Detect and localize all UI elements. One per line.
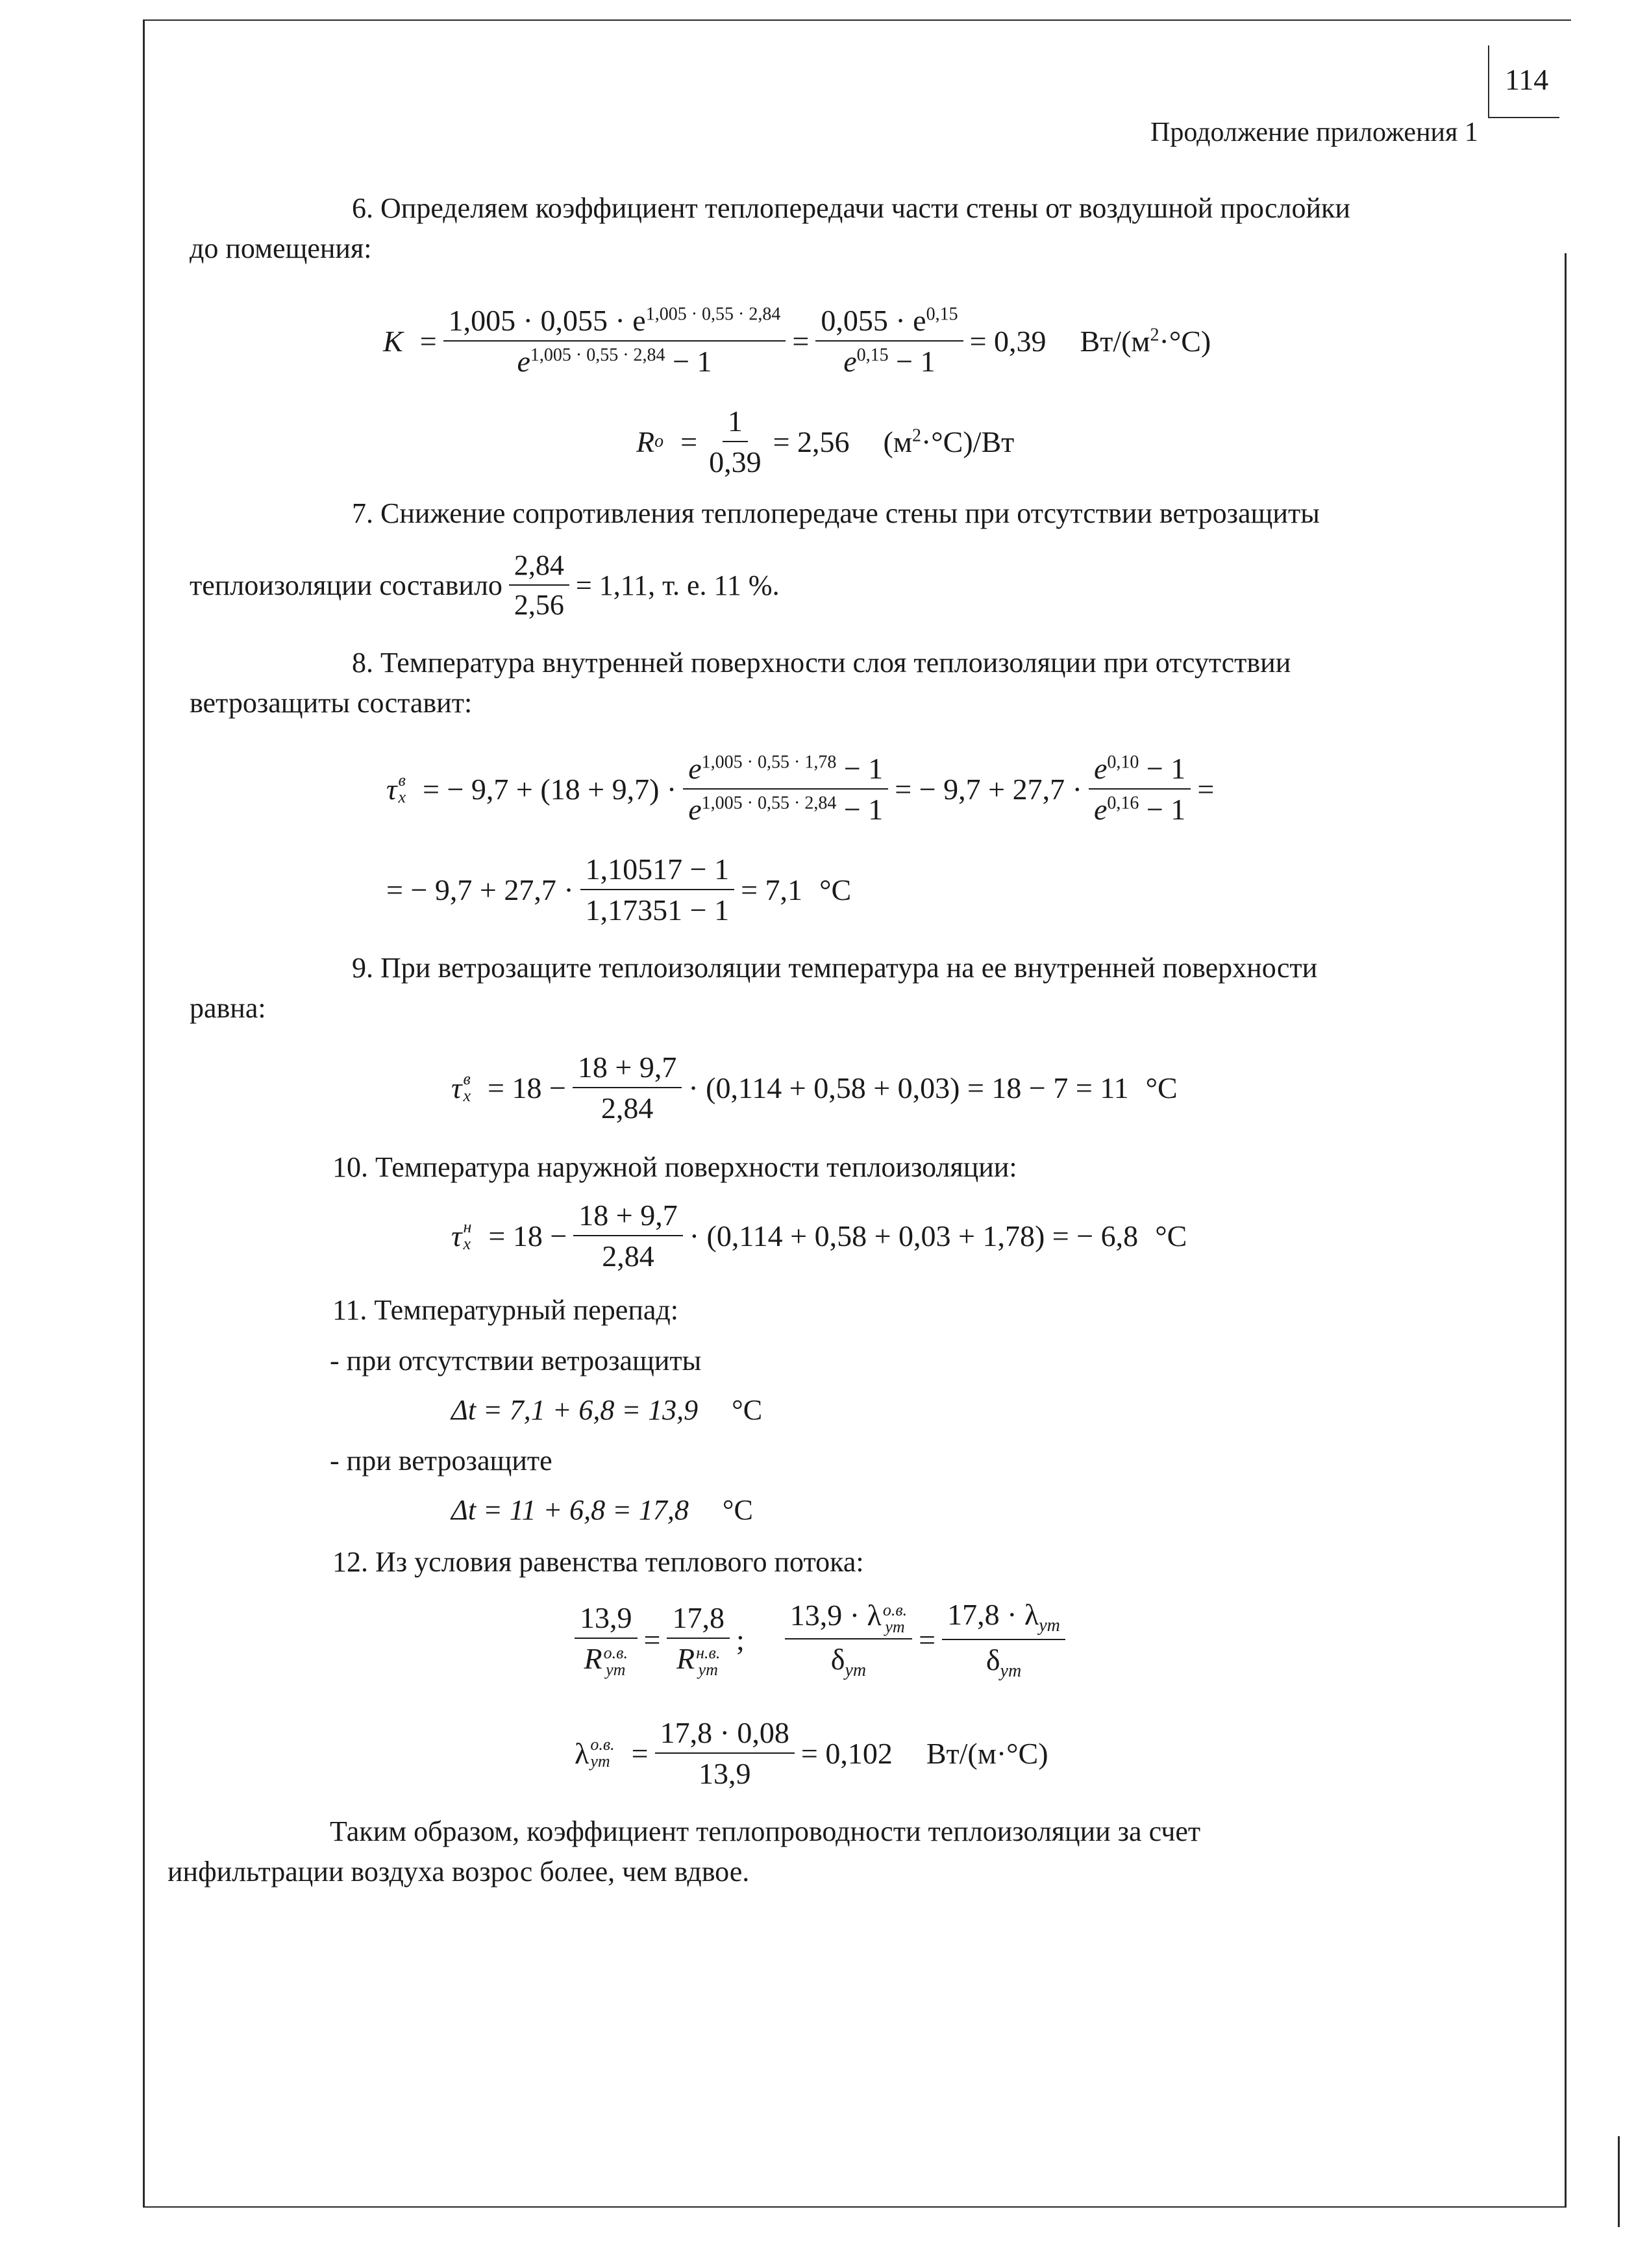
- s12-fraction-5: $\frac{17,8 \cdot 0,08}{13,9}$: [655, 1715, 795, 1791]
- tau2-part-a: = − 9,7 + 27,7 ·: [386, 873, 574, 906]
- section-11-case-1: - при отсутствии ветрозащиты: [330, 1345, 702, 1377]
- r-den: 0,39: [709, 445, 762, 479]
- section-7-text-before: теплоизоляции составило: [190, 569, 502, 601]
- tau1-fraction-1: $\frac{e^{1,005 \cdot 0,55 \cdot 1,78} - 1}{e^{1,005 \cdot 0,55 \cdot 2,84} - 1}$: [683, 751, 888, 827]
- s12-fraction-3: 13,9 · λ о.в. ут $\delta_{ут}$: [785, 1598, 912, 1681]
- section-6-text: [190, 188, 1501, 269]
- s12-unit: Вт/(м·°С): [926, 1736, 1048, 1770]
- k-fraction-2: [815, 303, 963, 379]
- s9-result: · (0,114 + 0,58 + 0,03) = 18 − 7 = 11: [688, 1071, 1129, 1104]
- page-header: Продолжение приложения 1: [1150, 118, 1478, 147]
- section-7-den: 2,56: [514, 589, 564, 621]
- section-7-line-2: [190, 543, 780, 627]
- k-fraction-1: [443, 303, 786, 379]
- k-f1-den-exp: 1,005 · 0,55 · 2,84: [530, 345, 665, 366]
- k-unit: $Вт/(м^2\cdot^\circ С)$: [1080, 324, 1211, 358]
- k-f1-den: e: [517, 345, 530, 378]
- s12-fraction-2: 17,8 R н.в. ут: [667, 1601, 730, 1678]
- equation-s9: τ в x = 18 − $\frac{18 + 9,7}{2,84}$ · (0,114 + 0,58 + 0,03) = 18 − 7 = 11 °С: [451, 1051, 1178, 1125]
- equation-tau-2: [386, 847, 851, 932]
- conclusion-line-1: Таким образом, коэффициент теплопроводности теплоизоляции за счет: [330, 1815, 1201, 1847]
- r-symbol: R: [636, 425, 655, 458]
- equation-tau-1: τ в x = − 9,7 + (18 + 9,7) · $\frac{e^{1,005 \cdot 0,55 \cdot 1,78} - 1}{e^{1,005 \cdot 0,55 \cdot 2,84} - 1}$ = − 9,7 + 27,7 · $\frac{e^{0,10} - 1}{e^{0,16} - 1}$ =: [386, 752, 1215, 826]
- section-9-text: [190, 948, 1501, 1028]
- section-11-case-2: - при ветрозащите: [330, 1445, 552, 1477]
- r-num: 1: [723, 404, 748, 442]
- section-12-text: 12. Из условия равенства теплового потока:: [332, 1546, 864, 1578]
- s10-result: · (0,114 + 0,58 + 0,03 + 1,78) = − 6,8: [689, 1219, 1139, 1252]
- k-f2-den: e: [843, 345, 857, 378]
- k-f1-num-exp: 1,005 · 0,55 · 2,84: [645, 304, 781, 325]
- section-7-fraction: [509, 549, 569, 621]
- tau1-part-c: =: [1197, 772, 1215, 806]
- section-9-line-1: 9. При ветрозащите теплоизоляции температура на ее внутренней поверхности: [352, 952, 1318, 984]
- k-f2-num-exp: 0,15: [926, 304, 958, 325]
- section-7-text-after: = 1,11, т. е. 11 %.: [575, 569, 780, 601]
- section-8-line-2: ветрозащиты составит:: [190, 687, 473, 719]
- section-11-eq-2: Δt = 11 + 6,8 = 17,8 °С: [451, 1494, 753, 1526]
- frame-left-line: [143, 19, 145, 2208]
- equation-s12-ratios: 13,9 R о.в. ут = 17,8 R н.в. ут ; 13,9 · λ о.в. ут $\delta_{ут}$ = $\frac{17,8 \cdot \lambda_{ут}}{\delta_{ут}}$: [568, 1591, 1072, 1688]
- section-6-line-2: до помещения:: [190, 232, 372, 264]
- conclusion-line-2: инфильтрации воздуха возрос более, чем вдвое.: [167, 1856, 750, 1888]
- section-11-eq-1: Δt = 7,1 + 6,8 = 13,9 °С: [451, 1394, 763, 1426]
- s12-result: = 0,102: [800, 1736, 893, 1770]
- r-equals: =: [680, 425, 698, 458]
- page-number: 114: [1505, 63, 1549, 96]
- equation-s10: τ н x = 18 − $\frac{18 + 9,7}{2,84}$ · (0,114 + 0,58 + 0,03 + 1,78) = − 6,8 °С: [451, 1199, 1187, 1273]
- s10-fraction: $\frac{18 + 9,7}{2,84}$: [573, 1198, 682, 1273]
- edge-mark-right: [1618, 2136, 1620, 2227]
- tau-symbol: τ: [386, 772, 397, 806]
- k-result: = 0,39: [969, 324, 1047, 358]
- section-11-text: 11. Температурный перепад:: [332, 1294, 679, 1326]
- k-f2-den-tail: − 1: [896, 345, 936, 378]
- equation-s12-lambda: λ о.в. ут = $\frac{17,8 \cdot 0,08}{13,9}$ = 0,102 Вт/(м·°С): [575, 1716, 1048, 1790]
- equation-r: [636, 399, 1014, 484]
- section-7-num: 2,84: [509, 549, 569, 586]
- section-7-line-1: 7. Снижение сопротивления теплопередаче стены при отсутствии ветрозащиты: [352, 497, 1320, 529]
- section-8-text: [190, 643, 1501, 723]
- tau1-fraction-2: $\frac{e^{0,10} - 1}{e^{0,16} - 1}$: [1089, 751, 1191, 827]
- tau2-unit: °С: [819, 873, 852, 906]
- k-f1-den-tail: − 1: [673, 345, 712, 378]
- s12-fraction-1: 13,9 R о.в. ут: [575, 1601, 638, 1678]
- tau1-part-a: = − 9,7 + (18 + 9,7) ·: [423, 772, 677, 806]
- tau2-fraction: $\frac{1,10517 - 1}{1,17351 - 1}$: [580, 852, 734, 927]
- k-f2-num: 0,055 · e: [821, 304, 926, 337]
- s9-fraction: $\frac{18 + 9,7}{2,84}$: [573, 1050, 682, 1125]
- section-8-line-1: 8. Температура внутренней поверхности слоя теплоизоляции при отсутствии: [352, 647, 1291, 679]
- s12-fraction-4: $\frac{17,8 \cdot \lambda_{ут}}{\delta_{ут}}$: [942, 1597, 1065, 1682]
- frame-bottom-line: [143, 2206, 1566, 2208]
- section-9-line-2: равна:: [190, 992, 266, 1024]
- k-f1-num: 1,005 · 0,055 · e: [448, 304, 646, 337]
- conclusion-text: [167, 1812, 1466, 1892]
- k-f2-den-exp: 0,15: [856, 345, 889, 366]
- k-equals: =: [419, 324, 437, 358]
- k-symbol: K: [383, 324, 403, 358]
- k-equals-2: =: [792, 324, 810, 358]
- tau1-part-b: = − 9,7 + 27,7 ·: [895, 772, 1082, 806]
- frame-right-line: [1565, 253, 1567, 2208]
- r-fraction: [704, 404, 767, 479]
- r-subscript: о: [654, 431, 664, 451]
- equation-k: [383, 292, 1211, 390]
- r-unit: $(м^2\cdot^\circ С)/Вт$: [883, 425, 1015, 458]
- frame-top-line: [143, 19, 1571, 21]
- tau2-result: = 7,1: [741, 873, 803, 906]
- section-6-line-1: 6. Определяем коэффициент теплопередачи части стены от воздушной прослойки: [352, 192, 1350, 224]
- page-number-box-left: [1488, 45, 1489, 117]
- r-result: = 2,56: [773, 425, 850, 458]
- section-10-text: 10. Температура наружной поверхности теплоизоляции:: [332, 1151, 1017, 1183]
- page-number-box-bottom: [1488, 117, 1559, 118]
